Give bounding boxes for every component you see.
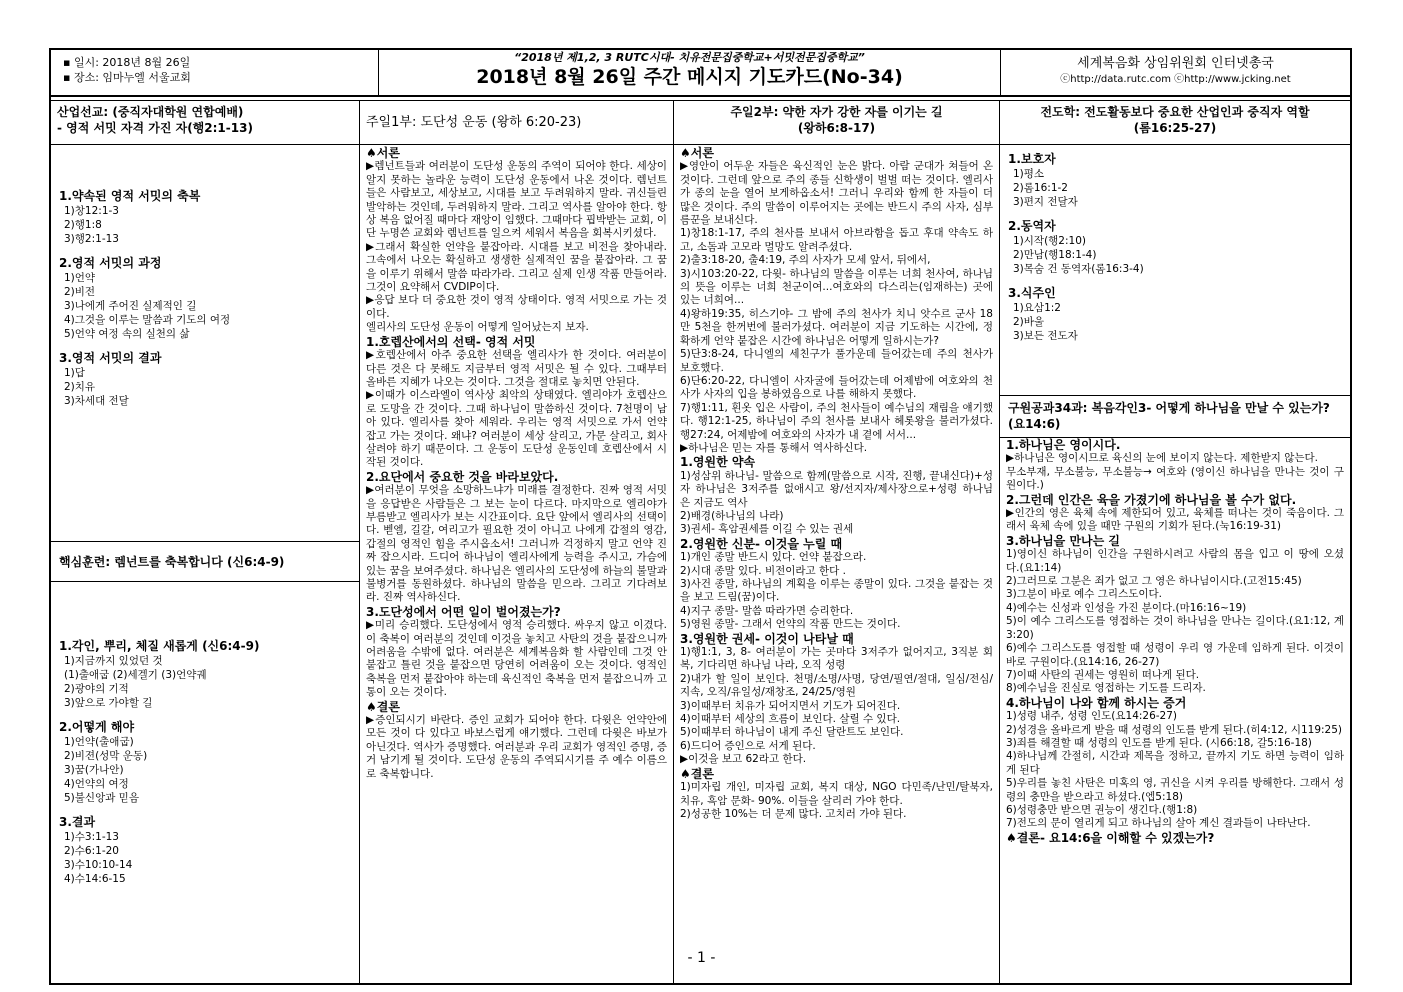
paragraph: 4)이때부터 세상의 흐름이 보인다. 살릴 수 있다. (680, 713, 901, 726)
paragraph: 5)영원 종말- 그래서 언약의 작품 만드는 것이다. (680, 618, 901, 631)
list-item: 5)언약 여정 속의 실천의 삶 (64, 328, 190, 340)
subtitle: “2018년 제1,2, 3 RUTC시대- 치유전문집중학교+서밋전문집중학교” (514, 51, 865, 64)
list-item: 4)수14:6-15 (64, 873, 126, 885)
list-item: 4)언약의 여정 (64, 778, 129, 790)
paragraph: 1)행1:1, 3, 8- 여러분이 가는 곳마다 3저주가 없어지고, 3직분 회복, 기다리면 하나님 나라, 오직 성령 (680, 646, 993, 672)
paragraph: 4)하나님께 간절히, 시간과 제목을 정하고, 끝까지 기도 하면 능력이 임하게 된다 (1006, 750, 1344, 776)
paragraph: ▶이것을 보고 62라고 한다. (680, 753, 807, 766)
paragraph: 4)예수는 신성과 인성을 가진 분이다.(마16:16~19) (1006, 601, 1247, 614)
list-item: 2)행1:8 (64, 219, 102, 231)
lesson-text (1000, 439, 1350, 845)
paragraph: 5)단3:8-24, 다니엘의 세친구가 풀가운데 들어갔는데 주의 천사가 보호했다. (680, 348, 993, 374)
block-heading: 3.영원한 권세- 이것이 나타날 때 (680, 631, 854, 646)
publisher-block (1001, 50, 1350, 95)
sermon-text (674, 145, 999, 821)
block-heading: 1.영원한 약속 (680, 455, 756, 470)
paragraph: 5)이 예수 그리스도를 영접하는 것이 하나님을 만나는 길이다.(요1:12, 계3:20) (1006, 615, 1344, 641)
org-name: 세계복음화 상임위원회 인터넷총국 (1077, 56, 1274, 71)
list-item: 1)평소 (1013, 168, 1045, 180)
list-item: 5)불신앙과 믿음 (64, 792, 139, 804)
block-heading: ♠결론 (680, 766, 714, 781)
paragraph: 3)죄를 해결할 때 성령의 인도를 받게 된다. (시66:18, 갈5:16-18) (1006, 736, 1312, 749)
block-heading: 4.하나님이 나와 함께 하시는 증거 (1006, 695, 1187, 710)
paragraph: 3)그분이 바로 예수 그리스도이다. (1006, 588, 1162, 601)
paragraph: 7)전도의 문이 열리게 되고 하나님의 살아 계신 결과들이 나타난다. (1006, 817, 1311, 830)
list-item: 3)수10:10-14 (64, 859, 133, 871)
paragraph: ▶영안이 어두운 자들은 육신적인 눈은 밝다. 아람 군대가 쳐들어 온 것이다. 그런데 앞으로 주의 종들 신학생이 벌벌 떠는 것이다. 엘리사가 종의 눈을 열어 보게하옵소서! 그러니 우리와 함께 한 자들이 더 많은 것이다. 주의 말씀이 이루어지는 곳에는 반드시 주의 사자, 심부름꾼을 보내신다. (680, 160, 993, 227)
list-item: 1)답 (64, 367, 85, 379)
paragraph: 6)성령충만 받으면 권능이 생긴다.(행1:8) (1006, 803, 1198, 816)
meeting-info (51, 50, 379, 95)
paragraph: 8)예수님을 진실로 영접하는 기도를 드리자. (1006, 682, 1206, 695)
paragraph: ▶미리 승리했다. 도단성에서 영적 승리했다. 싸우지 않고 이겼다. 이 축복이 여러분의 것인데 이것을 놓치고 사탄의 것을 붙잡으니까 어려움을 수밖에 없다. 여러분은 세계복음화 할 사람인데 그것 안 붙잡고 틀린 것을 붙잡으면 당연히 어려움이 오는 것이다. 영적인 축복을 먼저 붙잡아야 하는데 육신적인 축복을 먼저 붙잡으니까 고통이 오는 것이다. (366, 619, 667, 699)
training-outline (51, 582, 359, 886)
list-item: 2)광야의 기적 (64, 683, 129, 695)
prayer-card (49, 48, 1352, 985)
paragraph: ▶이때가 이스라엘이 역사상 최악의 상태였다. 엘리야가 호렙산으로 도망을 간 것이다. 그때 하나님이 말씀하신 것이다. 7천명이 남아 있다. 엘리사를 찾아 세워라. 우리는 영적 서밋으로 가서 언약 잡고 가는 것이다. 왜냐? 여러분이 세상 살리고, 가문 살리고, 회사 살려야 하기 때문이다. 그 운동이 도단성 운동인데 호렙산에서 시작된 것이다. (366, 389, 667, 469)
paragraph: 1)창18:1-17, 주의 천사를 보내서 아브라함을 돕고 후대 약속도 하고, 소돔과 고모라 멸망도 알려주셨다. (680, 227, 993, 253)
list-item: 3)행2:1-13 (64, 233, 119, 245)
paragraph: 3)시103:20-22, 다윗- 하나님의 말씀을 이루는 너희 천사여, 하나님의 뜻을 이루는 너희 천군이여...여호와의 다스리는(임재하는) 곳에 있는 너희여... (680, 267, 993, 307)
paragraph: 4)왕하19:35, 히스기야- 그 밤에 주의 천사가 치니 앗수르 군사 18만 5천을 한꺼번에 불러가셨다. 여러분이 지금 기도하는 시간에, 정확하게 언약 붙잡은 시간에 하나님은 어떻게 일하시는가? (680, 307, 993, 347)
section-title: 2.영적 서밋의 과정 (59, 256, 162, 270)
paragraph: 2)성공한 10%는 더 문제 많다. 고치러 가야 된다. (680, 807, 907, 820)
core-training-title: 핵심훈련: 렘넌트를 축복합니다 (신6:4-9) (51, 542, 359, 582)
column-evangelism (1000, 101, 1350, 983)
list-item: 2)롬16:1-2 (1013, 182, 1068, 194)
paragraph: ▶인간의 영은 육체 속에 제한되어 있고, 육체를 떠나는 것이 죽음이다. 그래서 육체 속에 있을 때만 구원의 기회가 된다.(눅16:19-31) (1006, 507, 1344, 533)
list-item: 1)수3:1-13 (64, 831, 119, 843)
paragraph: ▶하나님은 영이시므로 육신의 눈에 보이지 않는다. 제한받지 않는다. (1006, 452, 1318, 465)
list-item: 2)비젼(성막 운동) (64, 750, 148, 762)
list-item: 1)언약 (64, 272, 96, 284)
section-title: 1.보호자 (1008, 152, 1056, 166)
paragraph: 2)배경(하나님의 나라) (680, 509, 784, 522)
lesson-heading: 구원공과34과: 복음각인3- 어떻게 하나님을 만날 수 있는가? (요14:6) (1000, 396, 1350, 438)
paragraph: 3)권세- 흑암권세를 이길 수 있는 권세 (680, 523, 854, 536)
section-title: 1.약속된 영적 서밋의 축복 (59, 189, 201, 203)
list-item: 1)언약(출애굽) (64, 736, 134, 748)
block-heading: ♠결론- 요14:6을 이해할 수 있겠는가? (1006, 830, 1215, 845)
list-item: 3)목숨 건 동역자(롬16:3-4) (1013, 263, 1144, 275)
block-heading: ♠결론 (366, 699, 400, 714)
section-title: 3.식주인 (1008, 286, 1056, 300)
list-item: 3)나에게 주어진 실제적인 길 (64, 300, 197, 312)
paragraph: 1)영이신 하나님이 인간을 구원하시려고 사람의 몸을 입고 이 땅에 오셨다.(요1:14) (1006, 548, 1344, 574)
list-item: (1)출애굽 (2)세겔기 (3)언약궤 (64, 669, 207, 681)
block-heading: ♠서론 (680, 146, 714, 160)
paragraph: 2)그러므로 그분은 죄가 없고 그 영은 하나님이시다.(고전15:45) (1006, 575, 1302, 588)
mission-outline (51, 145, 359, 542)
paragraph: 7)행1:11, 흰옷 입은 사람이, 주의 천사들이 예수님의 재림을 얘기했다. 행12:1-25, 하나님이 주의 천사를 보내사 헤롯왕을 불러가셨다. 행27:24, 어제밤에 여호와의 사자가 내 곁에 서서... (680, 401, 993, 441)
list-item: 2)수6:1-20 (64, 845, 119, 857)
page-title: 2018년 8월 26일 주간 메시지 기도카드(No-34) (476, 66, 903, 88)
list-item: 3)앞으로 가야할 길 (64, 697, 153, 709)
section-title: 1.각인, 뿌리, 체질 새롭게 (신6:4-9) (59, 639, 260, 653)
page-number: - 1 - (687, 950, 716, 966)
paragraph: ▶그래서 확실한 언약을 붙잡아라. 시대를 보고 비전을 찾아내라. 그속에서 나오는 확실하고 생생한 실제적인 꿈을 붙잡아라. 그 꿈을 이루기 위해서 말씀 따라가라. 그리고 실제 인생 작품 만들어라. 그것이 요약해서 CVDIP이다. (366, 240, 667, 294)
place-text: ▪ 장소: 임마누엘 서울교회 (63, 71, 191, 84)
paragraph: 엘리사의 도단성 운동이 어떻게 일어났는지 보자. (366, 321, 589, 334)
column-heading: 전도학: 전도활동보다 중요한 산업인과 중직자 역할 (롬16:25-27) (1000, 101, 1350, 145)
paragraph: ▶렘넌트들과 여러분이 도단성 운동의 주역이 되어야 한다. 세상이 알지 못하는 놀라운 능력이 도단성 운동에서 나온 것이다. 렘넌트들은 사람보고, 세상보고, 시대를 보고 두려워하지 말라. 귀신들린 발악하는 것인데, 두려워하지 말라. 그리고 역사를 알아야 한다. 항상 복음 없어질 때마다 재앙이 임했다. 그때마다 핍박받는 교회, 이단 누명쓴 교회와 렘넌트를 일으켜 세워서 복음을 회복시키셨다. (366, 160, 667, 240)
list-item: 3)차세대 전달 (64, 395, 129, 407)
paragraph: 2)출3:18-20, 출4:19, 주의 사자가 모세 앞서, 뒤에서, (680, 254, 931, 267)
block-heading: 1.호렙산에서의 선택- 영적 서밋 (366, 334, 536, 349)
paragraph: 2)성경을 올바르게 받을 때 성령의 인도를 받게 된다.(히4:12, 시119:25) (1006, 723, 1343, 736)
paragraph: 1)성령 내주, 성령 인도(요14:26-27) (1006, 710, 1178, 723)
paragraph: 3)이때부터 치유가 되어지면서 기도가 되어진다. (680, 699, 901, 712)
paragraph: 3)사건 종말, 하나님의 계획을 이루는 종말이 있다. 그것을 붙잡는 것을 보고 드림(꿈)이다. (680, 578, 993, 604)
section-title: 2.어떻게 해야 (59, 720, 135, 734)
list-item: 3)보든 전도자 (1013, 330, 1078, 342)
paragraph: 5)우리를 놓친 사탄은 미혹의 영, 귀신을 시켜 우리를 방해한다. 그래서 성령의 충만을 받으라고 하셨다.(엡5:18) (1006, 777, 1344, 803)
list-item: 2)비전 (64, 286, 96, 298)
block-heading: 2.요단에서 중요한 것을 바라보았다. (366, 469, 559, 484)
evangelism-outline (1000, 145, 1350, 396)
list-item: 2)치유 (64, 381, 96, 393)
paragraph: 1)개인 종말 반드시 있다. 언약 붙잡으라. (680, 551, 867, 564)
paragraph: 6)드디어 증인으로 서게 된다. (680, 739, 816, 752)
paragraph: ▶증인되시기 바란다. 증인 교회가 되어야 한다. 다윗은 언약안에 모든 것이 다 있다고 바보스럽게 얘기했다. 그런데 다윗은 바보가 아닌것다. 역사가 증명했다. 여러분과 우리 교회가 영적인 증명, 증거 남기게 될 것이다. 도단성 운동의 주역되시기를 주 예수 이름으로 축복합니다. (366, 714, 667, 780)
paragraph: 6)단6:20-22, 다니엘이 사자굴에 들어갔는데 어제밤에 여호와의 천사가 사자의 입을 봉하였음으로 나를 해하지 못했다. (680, 374, 993, 401)
column-sunday-1 (360, 101, 674, 983)
list-item: 3)꿈(가나안) (64, 764, 124, 776)
block-heading: 2.그런데 인간은 육을 가졌기에 하나님을 볼 수가 없다. (1006, 492, 1297, 507)
block-heading: ♠서론 (366, 146, 400, 160)
paragraph: ▶호렙산에서 아주 중요한 선택을 엘리사가 한 것이다. 여러분이 다른 것은 다 못해도 지금부터 영적 서밋은 될 수 있다. 그때부터 올바른 지혜가 나오는 것이다. 그것을 절대로 놓치면 안된다. (366, 349, 667, 388)
section-title: 3.결과 (59, 815, 96, 829)
list-item: 1)창12:1-3 (64, 205, 119, 217)
column-heading: 산업선교: (중직자대학원 연합예배) - 영적 서밋 자격 가진 자(행2:1-13) (51, 101, 359, 145)
org-urls: ⓒhttp://data.rutc.com ⓒhttp://www.jcking.net (1060, 74, 1291, 85)
paragraph: ▶응답 보다 더 중요한 것이 영적 상태이다. 영적 서밋으로 가는 것이다. (366, 294, 667, 320)
paragraph: 7)이때 사탄의 권세는 영원히 떠나게 된다. (1006, 668, 1200, 681)
section-title: 3.영적 서밋의 결과 (59, 351, 162, 365)
date-text: ▪ 일시: 2018년 8월 26일 (63, 56, 191, 69)
column-heading: 주일2부: 약한 자가 강한 자를 이기는 길 (왕하6:8-17) (674, 101, 999, 145)
paragraph: 2)내가 할 일이 보인다. 천명/소명/사명, 당연/필연/절대, 일심/전심/지속, 오직/유일성/재창조, 24/25/영원 (680, 672, 993, 699)
sermon-text (360, 145, 673, 781)
paragraph: 2)시대 종말 있다. 비전이라고 한다 . (680, 564, 846, 577)
paragraph: ▶하나님은 믿는 자를 통해서 역사하신다. (680, 441, 868, 454)
list-item: 2)바울 (1013, 316, 1045, 328)
paragraph: ▶여러분이 무엇을 소망하느냐가 미래를 결정한다. 진짜 영적 서밋을 응답받은 사람들은 그 보는 눈이 다르다. 마지막으로 엘리야가 부름받고 엘리사가 보는 시간표이다. 요단 앞에서 엘리사의 선택이다. 벧엘, 길갈, 여리고가 필요한 것이 아니고 나에게 갑절의 영감, 갑절의 영적인 힘을 주시옵소서! 그러니까 걱정하지 말고 언약 진짜 잡으시라. 드디어 하나님이 엘리사에게 능력을 주시고, 가슴에 있는 꿈을 보여주셨다. 하나님은 엘리사의 도단성에 하늘의 불말과 불병거를 동원하셨다. 하나님의 말씀을 믿으라. 그리고 기다려보라. 진짜 역사하신다. (366, 484, 667, 604)
paragraph: 5)이때부터 하나님이 내게 주신 달란트도 보인다. (680, 726, 904, 739)
list-item: 1)요삼1:2 (1013, 302, 1061, 314)
block-heading: 2.영원한 신분- 이것을 누릴 때 (680, 536, 843, 551)
paragraph: 무소부재, 무소불능, 무소불능→ 여호와 (영이신 하나님을 만나는 것이 구원이다.) (1006, 465, 1344, 492)
list-item: 3)편지 전달자 (1013, 196, 1078, 208)
column-sunday-2 (674, 101, 1000, 983)
card-body (51, 101, 1350, 983)
paragraph: 6)예수 그리스도를 영접할 때 성령이 우리 영 가운데 임하게 된다. 이것이 바로 구원이다.(요14:16, 26-27) (1006, 642, 1344, 668)
list-item: 4)그것을 이루는 말씀과 기도의 여정 (64, 314, 231, 326)
list-item: 2)만남(행18:1-4) (1013, 249, 1097, 261)
list-item: 1)시작(행2:10) (1013, 235, 1086, 247)
card-header (51, 50, 1350, 97)
list-item: 1)지금까지 있었던 것 (64, 655, 163, 667)
block-heading: 3.하나님을 만나는 길 (1006, 533, 1121, 548)
column-industry-mission (51, 101, 360, 983)
paragraph: 1)성삼위 하나님- 말씀으로 함께(말씀으로 시작, 진행, 끝내신다)+성자 하나님은 3저주를 없애시고 왕/선지자/제사장으로+성령 하나님은 지금도 역사 (680, 469, 993, 509)
block-heading: 3.도단성에서 어떤 일이 벌어졌는가? (366, 604, 561, 619)
title-block (379, 50, 1001, 95)
column-heading: 주일1부: 도단성 운동 (왕하 6:20-23) (360, 101, 673, 145)
paragraph: 1)미자립 개인, 미자립 교회, 복지 대상, NGO 다민족/난민/탈북자, 치유, 흑암 문화- 90%. 이들을 살리러 가야 한다. (680, 781, 993, 807)
paragraph: 4)지구 종말- 말씀 따라가면 승리한다. (680, 604, 854, 617)
block-heading: 1.하나님은 영이시다. (1006, 438, 1121, 452)
section-title: 2.동역자 (1008, 219, 1056, 233)
